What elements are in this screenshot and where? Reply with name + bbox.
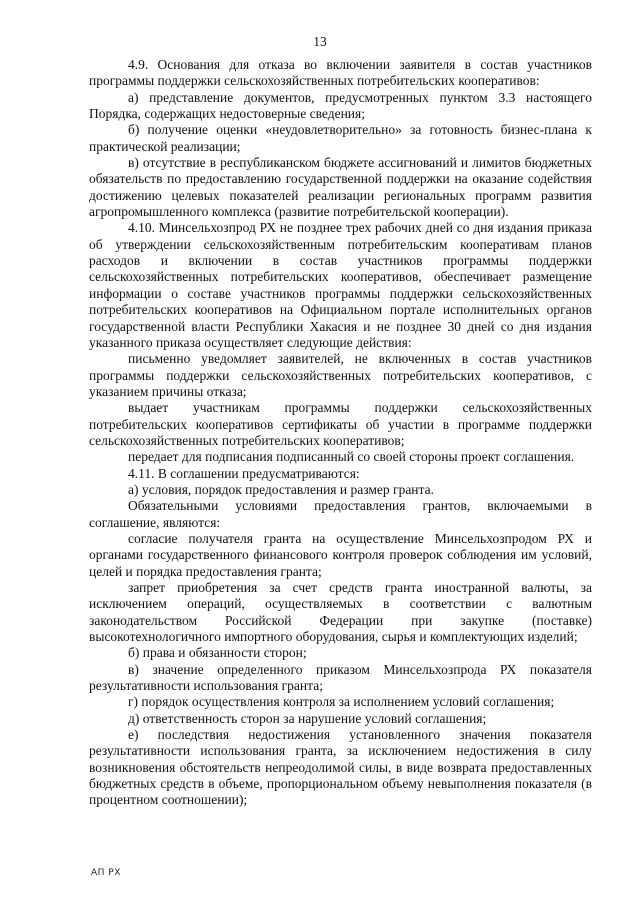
paragraph-4-11-e: е) последствия недостижения установленного значения показателя результативности использования гранта, за исключением недостижения в силу возникновения обстоятельств непреодолимой силы, в виде возврата предоставленных бюджетных средств в объеме, пропорциональном объему невыполнения показателя (в процентном соотношении);: [89, 727, 592, 808]
paragraph-4-9: 4.9. Основания для отказа во включении заявителя в состав участников программы поддержки сельскохозяйственных потребительских кооперативов:: [89, 57, 592, 89]
paragraph-4-11-d: д) ответственность сторон за нарушение условий соглашения;: [128, 710, 487, 726]
page-number: 13: [313, 34, 327, 49]
paragraph-4-11-b: б) права и обязанности сторон;: [128, 645, 307, 661]
paragraph-4-10-certificates: выдает участникам программы поддержки сельскохозяйственных потребительских кооперативов сертификаты об участии в программе поддержки сельскохозяйственных потребительских кооперативов;: [89, 400, 592, 448]
footer-mark: АП РХ: [91, 868, 121, 878]
paragraph-4-9-a: а) представление документов, предусмотренных пунктом 3.3 настоящего Порядка, содержащих недостоверные сведения;: [89, 89, 592, 122]
paragraph-4-10-agreement: передает для подписания подписанный со своей стороны проект соглашения.: [128, 449, 575, 465]
document-body: [89, 57, 592, 809]
paragraph-4-11-g: г) порядок осуществления контроля за исполнением условий соглашения;: [128, 694, 555, 710]
paragraph-4-9-b: б) получение оценки «неудовлетворительно» за готовность бизнес-плана к практической реализации;: [89, 122, 592, 154]
paragraph-4-10: 4.10. Минсельхозпрод РХ не позднее трех рабочих дней со дня издания приказа об утверждении сельскохозяйственным потребительским кооперативам планов расходов и включении в состав участников программы поддержки сельскохозяйственных потребительских кооперативов, обеспечивает размещение информации о составе участников программы поддержки сельскохозяйственных потребительских кооперативов на Официальном портале исполнительных органов государственной власти Республики Хакасия и не позднее 30 дней со дня издания указанного приказа осуществляет следующие действия:: [89, 220, 592, 350]
paragraph-mandatory-conditions: Обязательными условиями предоставления грантов, включаемыми в соглашение, являются:: [89, 498, 592, 530]
paragraph-4-11-a: а) условия, порядок предоставления и размер гранта.: [128, 481, 434, 497]
paragraph-4-11: 4.11. В соглашении предусматриваются:: [128, 465, 360, 481]
paragraph-currency-ban: запрет приобретения за счет средств гранта иностранной валюты, за исключением операций, осуществляемых в соответствии с валютным законодательством Российской Федерации при закупке (поставке) высокотехнологичного импортного оборудования, сырья и комплектующих изделий;: [89, 580, 592, 645]
paragraph-4-9-v: в) отсутствие в республиканском бюджете ассигнований и лимитов бюджетных обязательств по предоставлению государственной поддержки на оказание содействия достижению целевых показателей реализации региональных программ развития агропромышленного комплекса (развитие потребительской кооперации).: [89, 155, 592, 220]
paragraph-4-11-v: в) значение определенного приказом Минсельхозпрода РХ показателя результативности использования гранта;: [89, 661, 592, 694]
paragraph-4-10-notify: письменно уведомляет заявителей, не включенных в состав участников программы поддержки сельскохозяйственных потребительских кооперативов, с указанием причины отказа;: [89, 351, 592, 399]
paragraph-consent: согласие получателя гранта на осуществление Минсельхозпродом РХ и органами государственного финансового контроля проверок соблюдения им условий, целей и порядка предоставления гранта;: [89, 530, 592, 579]
